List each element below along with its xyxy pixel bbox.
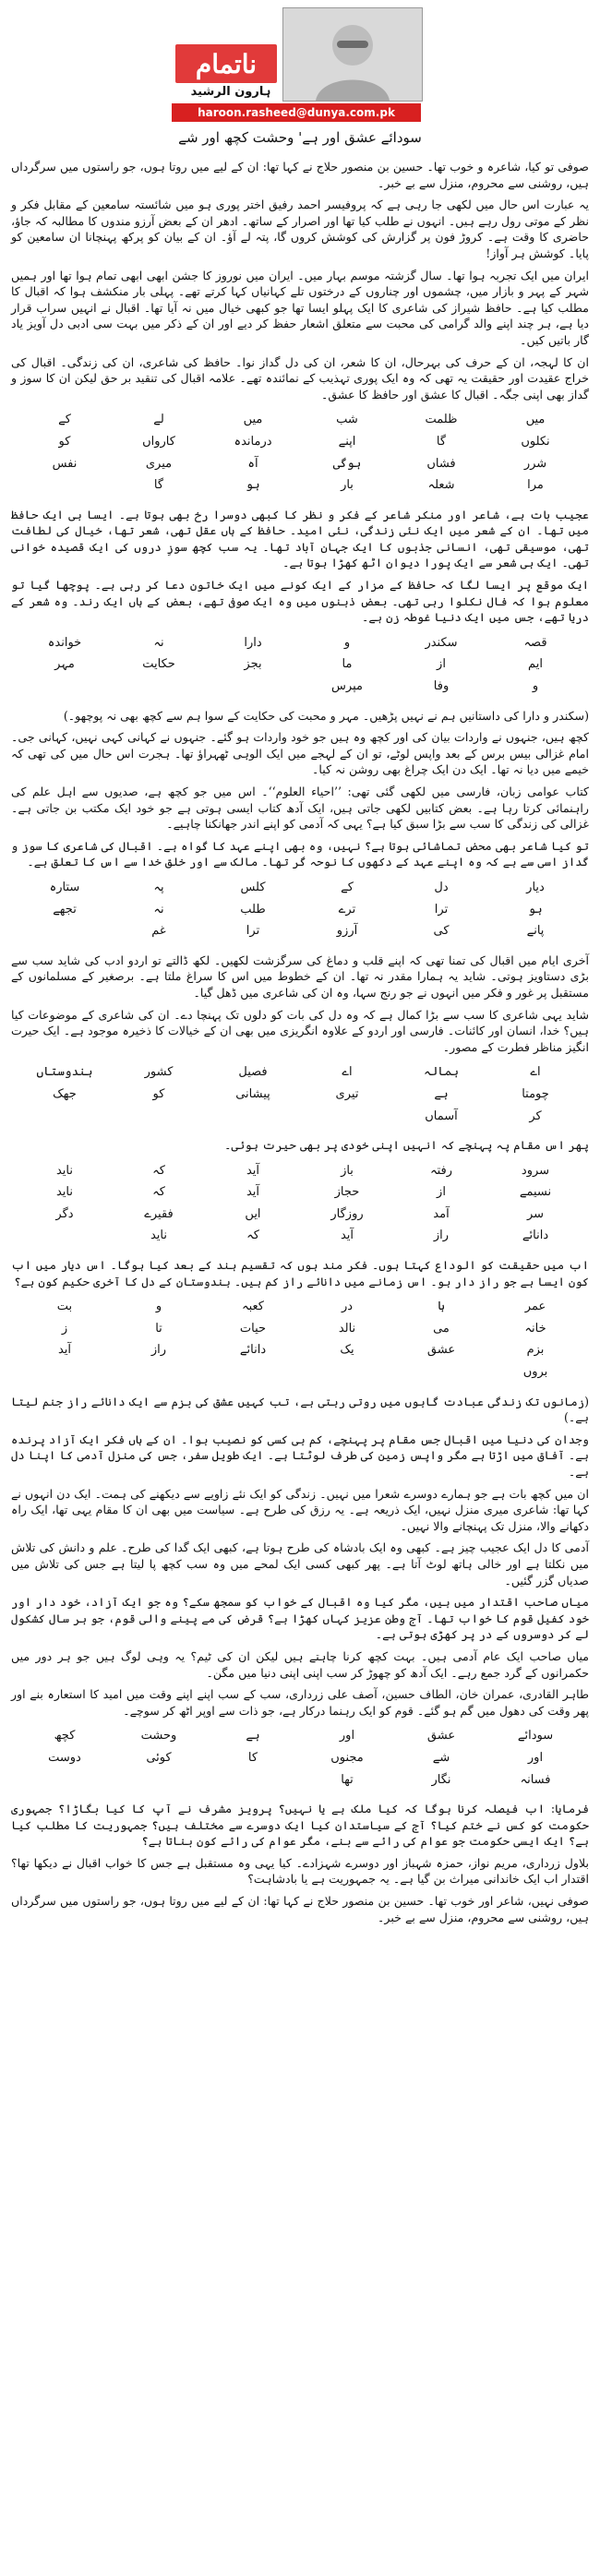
verse-word: ہے (434, 1086, 449, 1101)
verse-word: ہو (246, 478, 260, 493)
verse-block (20, 1728, 580, 1788)
verse-word: مرا (527, 478, 544, 493)
author-email[interactable]: haroon.rasheed@dunya.com.pk (172, 103, 421, 122)
paragraph: اب میں حقیقت کو الوداع کہتا ہوں۔ فکر مند ہوں کہ تقسیم ہند کے بعد کیا ہوگا۔ اس دیار میں اب کون ایسا ہے جو راز دار ہو۔ اس زمانے میں دانائے راز کم ہیں۔ ہندوستان کے دل کا آخری حکیم کون ہے؟ (11, 1258, 589, 1288)
verse-word: و (532, 679, 539, 694)
verse-block (20, 412, 580, 493)
verse-word: شرر (523, 456, 547, 471)
verse-word: تھا (341, 1772, 354, 1787)
paragraph: ایک موقع پر ایسا لگا کہ حافظ کے مزار کے ایک کونے میں ایک خاتون دعا کر رہی ہے۔ پوچھا گیا تو معلوم ہوا کہ فال نکلوا رہی تھی۔ بعض ذہنوں میں وہ ایک صوفی تھے، بعض کے ہاں ایک رند۔ وہ شعر کے دریا تھے، جس میں ایک دنیا غوطہ زن ہے۔ (11, 578, 589, 625)
verse-word: ہا (438, 1300, 445, 1314)
author-photo-icon (283, 8, 422, 101)
verse-block (20, 635, 580, 695)
verse-word: دارا (244, 635, 262, 650)
verse-word: کعبہ (241, 1300, 264, 1314)
paragraph: وجدان کی دنیا میں اقبال جس مقام پر پہنچے، کم ہی کسی کو نصیب ہوا۔ ان کے ہاں فکر ایک آزاد پرندہ ہے۔ آفاق میں اڑتا ہے مگر واپس زمین کی طرف لوٹتا ہے۔ ایک طویل سفر، جس کی منزل آدمی کا اپنا دل ہے۔ (11, 1432, 589, 1479)
verse-translation: (سکندر و دارا کی داستانیں ہم نے نہیں پڑھیں۔ مہر و محبت کی حکایت کے سوا ہم سے کچھ بھی نہ پوچھو۔) (63, 708, 589, 723)
verse-word: میری (145, 456, 173, 471)
verse-word: دانائے (522, 1228, 549, 1243)
verse-word: چومتا (522, 1086, 549, 1101)
verse-word: کو (58, 434, 71, 449)
verse-word: ہمالہ (423, 1065, 460, 1080)
verse-word: ترا (434, 902, 449, 917)
verse-word: حجاز (334, 1185, 360, 1200)
paragraph: کتاب عوامی زبان، فارسی میں لکھی گئی تھی: ’’احیاء العلوم‘‘۔ اس میں جو کچھ ہے، صدیوں سے اہل علم کی راہنمائی کرتا رہا ہے۔ بعض کتابیں لکھی جاتی ہیں، ایک آدھ کتاب ایسی ہوتی ہے جو خود ایک مکتب بن جاتی ہے۔ غزالی کی زندگی کا سب سے بڑا سبق کیا ہے؟ یہی کہ آدمی کو اپنے اندر جھانکنا چاہیے۔ (11, 785, 589, 832)
verse-word: ما (342, 657, 353, 672)
verse-word: نکلوں (521, 434, 550, 449)
verse-word: ناید (55, 1185, 74, 1200)
verse-word: شے (432, 1750, 450, 1765)
verse-word: عشق (426, 1729, 456, 1743)
paragraph: یہ عبارت اس حال میں لکھی جا رہی ہے کہ پروفیسر احمد رفیق اختر پوری ہو میں شائستہ سامعین کے مقابل فکر و نظر کے موتی رول رہے ہیں۔ انہوں نے طلب کیا تھا اور اصرار کے ساتھ۔ ادھر ان کے بعض آرزو مندوں کا مطالبہ کہ جاؤ، حاضری کا وقت ہے۔ کروڑ فون پر گزارش کی کوشش کروں گا، پتہ لے آؤ۔ ان کے بیان کو پرکھ پہنچانا ان سامعین کو پایا۔ کوشش ہر آواز! (11, 198, 589, 260)
verse-word: بزم (526, 1343, 545, 1358)
verse-word: حیات (239, 1321, 267, 1336)
verse-word: اور (339, 1729, 355, 1743)
verse-word: کے (341, 880, 354, 894)
verse-word: عشق (426, 1343, 456, 1358)
paragraph: شاید یہی شاعری کا سب سے بڑا کمال ہے کہ وہ دل کی بات کو دلوں تک پہنچا دے۔ ان کی شاعری کے موضوعات کیا ہیں؟ خدا، انسان اور کائنات۔ فارسی اور اردو کے علاوہ انگریزی میں بھی ان کے خیالات کا ذخیرہ موجود ہے۔ ایک حیرت انگیز مناظر فطرت کے مصور۔ (11, 1007, 589, 1054)
verse-word: نگار (431, 1772, 451, 1787)
verse-word: دگر (55, 1206, 74, 1221)
verse-word: پہ (153, 880, 164, 894)
verse-block (20, 1064, 580, 1124)
verse-word: کہ (152, 1163, 165, 1178)
verse-word: پانے (526, 924, 545, 939)
paragraph: بلاول زرداری، مریم نواز، حمزہ شہباز اور دوسرے شہزادے۔ کیا یہی وہ مستقبل ہے جس کا خواب اقبال نے دیکھا تھا؟ اقتدار اب ایک خاندانی میراث بن گیا ہے۔ یہ جمہوریت ہے یا بادشاہت؟ (11, 1855, 589, 1887)
verse-word: بروں (522, 1365, 548, 1380)
verse-word: اور (527, 1750, 544, 1765)
verse-word: یک (340, 1343, 354, 1358)
verse-word: بار (341, 478, 354, 493)
article-title: سودائے عشق اور ہے' وحشت کچھ اور شے (178, 129, 422, 146)
verse-translation: (زمانوں تک زندگی عبادت گاہوں میں روتی رہتی ہے، تب کہیں عشق کی بزم سے ایک دانائے راز جنم لیتا ہے۔) (11, 1394, 589, 1425)
verse-word: کچھ (54, 1729, 76, 1743)
paragraph: ایران میں ایک تجربہ ہوا تھا۔ سال گزشتہ موسم بہار میں۔ ایران میں نوروز کا جشن ابھی ابھی تمام ہوا تھا اور ہمیں شہر کے پہر و بازار میں، چشموں اور چناروں کے درختوں تلے کہانیاں کہا کرتے تھے۔ پہلی بار منکشف ہوا کہ اقبال کا مطلب کیا ہے۔ حافظ شیراز کی شاعری کا ایک پہلو ایسا تھا جو کبھی خیال میں نہ آیا تھا۔ اقبال نے انہیں سراب قرار دیا ہے، ہر چند اپنے والد گرامی کی محبت سے متعلق اشعار حفظ کر دیے اور ان کے ذکر میں بہت سی ادبی دل آویز یاد گار باتیں کیں۔ (11, 268, 589, 347)
verse-word: پیشانی (235, 1086, 270, 1101)
verse-word: کو (152, 1086, 165, 1101)
verse-word: ہندوستاں (36, 1065, 93, 1080)
verse-word: آسماں (425, 1108, 458, 1123)
verse-word: ز (61, 1321, 68, 1336)
verse-word: فقیرے (144, 1206, 174, 1221)
verse-word: مپرس (331, 679, 363, 694)
verse-word: کوئی (146, 1750, 172, 1765)
verse-word: فشاں (426, 456, 456, 471)
verse-word: ناید (55, 1163, 74, 1178)
paragraph: طاہر القادری، عمران خان، الطاف حسین، آصف علی زرداری، سب کے سب اپنے اپنے وقت میں امید کا استعارہ بنے اور پھر وقت کی دھول میں گم ہو گئے۔ قوم کو ایک رہنما درکار ہے، جو ذات سے اوپر اٹھ کر سوچے۔ (11, 1687, 589, 1718)
verse-word: کے (58, 413, 71, 427)
verse-word (209, 678, 297, 695)
paragraph: صوفی نہیں، شاعر اور خوب تھا۔ حسین بن منصور حلاج نے کہا تھا: ان کے لیے میں روتا ہوں، جو راستوں میں سرگرداں ہیں، روشنی سے محروم، منزل سے بے خبر۔ (11, 1894, 589, 1924)
verse-word: فسانہ (520, 1772, 551, 1787)
column-logo: ناتمام (175, 44, 277, 83)
verse-word: کلس (240, 880, 266, 894)
verse-word: آید (57, 1343, 72, 1358)
verse-word: ترے (338, 902, 356, 917)
verse-word (209, 1772, 297, 1789)
verse-word: دوست (48, 1750, 81, 1765)
paragraph: میاں صاحب ایک عام آدمی ہیں۔ بہت کچھ کرنا چاہتے ہیں لیکن ان کی ٹیم؟ یہ وہی لوگ ہیں جو ہر دور میں حکمرانوں کے گرد جمع رہے۔ ایک آدھ کو چھوڑ کر سب اپنی اپنی دنیا میں مگن۔ (11, 1648, 589, 1680)
verse-word (20, 477, 109, 494)
verse-word: غم (151, 924, 166, 939)
verse-word: سرود (521, 1163, 550, 1178)
verse-word: حکایت (142, 657, 175, 672)
verse-word: شعلہ (427, 478, 455, 493)
paragraph: تو کیا شاعر بھی محض تماشائی ہوتا ہے؟ نہیں، وہ بھی اپنے عہد کا گواہ ہے۔ اقبال کی شاعری کا سوز و گداز اسی سے ہے کہ وہ اپنے عہد کے دکھوں کا نوحہ گر تھا۔ مالک سے اور خلق خدا سے اس کا تعلق ہے۔ (11, 838, 589, 869)
verse-word: راز (433, 1228, 450, 1243)
verse-word: اے (342, 1065, 353, 1080)
verse-word: کشور (144, 1065, 174, 1080)
verse-word: آید (246, 1185, 260, 1200)
verse-word: تیری (335, 1086, 359, 1101)
verse-word: ایں (245, 1206, 261, 1221)
verse-word: از (437, 1185, 446, 1200)
verse-word: تجھے (53, 902, 77, 917)
verse-word: سر (526, 1206, 545, 1221)
verse-word: کہ (246, 1228, 259, 1243)
paragraph: آدمی کا دل ایک عجیب چیز ہے۔ کبھی وہ ایک بادشاہ کی طرح ہوتا ہے، کبھی ایک گدا کی طرح۔ علم و دانش کی تلاش میں نکلتا ہے اور خالی ہاتھ لوٹ آتا ہے۔ پھر کبھی کسی ایک لمحے میں وہ سب کچھ پا لیتا ہے جس کی تلاش میں صدیاں گزر گئیں۔ (11, 1540, 589, 1588)
verse-word: میں (243, 413, 263, 427)
verse-word: خانہ (524, 1321, 546, 1336)
verse-word: عمر (524, 1300, 546, 1314)
verse-word: کارواں (142, 434, 175, 449)
paragraph: عجیب بات ہے، شاعر اور منکر شاعر کے فکر و نظر کا کبھی دوسرا رخ بھی ہوتا ہے۔ ایسا ہی ایک حافظ میں تھا۔ ان کے شعر میں ایک نئی زندگی، نئی امید۔ حافظ کے ہاں عقل تھی، شعر تھا، خیال کی لطافت تھی، موسیقی تھی، انسانی جذبوں کا ایک جہان آباد تھا۔ یہ سب کچھ سوزِ دروں کی ایک قصیدہ خوانی تھی۔ ایک ہی شعر سے ایک پورا دیوان اٹھ کھڑا ہوتا ہے۔ (11, 507, 589, 570)
verse-word: گا (153, 478, 164, 493)
verse-word: اپنے (338, 434, 356, 449)
verse-word: ستارہ (49, 880, 80, 894)
verse-word: ترا (246, 924, 260, 939)
paragraph: ان میں کچھ بات ہے جو ہمارے دوسرے شعرا میں نہیں۔ زندگی کو ایک نئے زاویے سے دیکھنے کی ہمت۔ ایک دن انہوں نے کہا تھا: شاعری میری منزل نہیں، ایک ذریعہ ہے۔ یہ رزق کی طرح ہے۔ سیاست میں بھی ان کا مقام یہی تھا، ایک راہ دکھانے والا، منزل تک پہنچانے والا نہیں۔ (11, 1486, 589, 1533)
verse-word: وحشت (140, 1729, 177, 1743)
verse-word: فصیل (238, 1065, 268, 1080)
verse-translation: پھر اس مقام پہ پہنچے کہ انہیں اپنی خودی پر بھی حیرت ہوئی۔ (224, 1138, 589, 1153)
author-photo (282, 7, 423, 102)
verse-word: سودائے (517, 1729, 554, 1743)
verse-block (20, 1163, 580, 1244)
verse-word: نالد (338, 1321, 356, 1336)
verse-word: وفا (433, 679, 450, 694)
verse-word: آید (340, 1228, 354, 1243)
verse-word: نہ (153, 902, 164, 917)
verse-word: روزگار (330, 1206, 364, 1221)
verse-word: گا (436, 434, 447, 449)
paragraph: ان کا لہجہ، ان کے حرف کی بہرحال، ان کا شعر، ان کی دل گداز نوا۔ حافظ کی شاعری، ان کی زندگی۔ اقبال کی خراج عقیدت اور حقیقت یہ تھی کہ وہ ایک پوری تہذیب کے نمائندہ تھے۔ علامہ اقبال کی تنقید بر حق لیکن ان کا سوز و گداز بھی اپنی جگہ۔ اقبال کا عشق اور حافظ کا عشق۔ (11, 354, 589, 401)
verse-word: و (155, 1300, 162, 1314)
verse-word (397, 1364, 486, 1381)
verse-word: اے (530, 1065, 541, 1080)
verse-word: راز (150, 1343, 167, 1358)
verse-word: تا (155, 1321, 162, 1336)
verse-word: سکندر (425, 635, 458, 650)
verse-word: آمد (433, 1206, 450, 1221)
verse-word: لے (153, 413, 164, 427)
verse-word: ایم (528, 657, 543, 672)
verse-word: طلب (240, 902, 266, 917)
verse-word: بجز (244, 657, 262, 672)
verse-word: می (433, 1321, 450, 1336)
verse-word: جھک (53, 1086, 77, 1101)
verse-word: ظلمت (425, 413, 458, 427)
verse-word: شب (336, 413, 358, 427)
verse-word: مجنوں (330, 1750, 364, 1765)
verse-word: دانائے (239, 1343, 267, 1358)
verse-word: دیار (526, 880, 545, 894)
verse-block (20, 880, 580, 940)
verse-word: میں (525, 413, 546, 427)
verse-word: کر (529, 1108, 542, 1123)
author-name: ہارون الرشید (190, 85, 271, 99)
paragraph: آخری ایام میں اقبال کی تمنا تھی کہ اپنے قلب و دماغ کی سرگزشت لکھیں۔ لکھ ڈالتے تو اردو ادب کی شاید سب سے بڑی دستاویز ہوتی۔ شاید یہ ہمارا مقدر نہ تھا۔ ان کے خطوط میں اس کا سراغ ملتا ہے۔ برصغیر کے مسلمانوں کے مستقبل پر غور و فکر میں انہوں نے جو رنج سہا، وہ ان کی شاعری میں ڈھل گیا۔ (11, 953, 589, 1000)
verse-word: ہے (246, 1729, 260, 1743)
verse-word: خواندہ (47, 635, 82, 650)
verse-word: ہوگی (332, 456, 362, 471)
verse-word: ہو (528, 902, 543, 917)
column-header (0, 0, 600, 148)
verse-word: کہ (152, 1185, 165, 1200)
article-body (11, 159, 589, 1931)
paragraph: فرمایا: اب فیصلہ کرنا ہوگا کہ کیا ملک ہے یا نہیں؟ پرویز مشرف نے آپ کا کیا بگاڑا؟ جمہوری حکومت کو کس نے ختم کیا؟ آج کے سیاستدان کیا ایک دوسرے سے مختلف ہیں؟ جمہوریت کا مطلب کیا ہے؟ ایک ایسی حکومت جو عوام کی رائے سے بنے، مگر عوام کی رائے کون بناتا ہے؟ (11, 1802, 589, 1849)
verse-word: آہ (247, 456, 258, 471)
verse-word: کا (247, 1750, 258, 1765)
verse-word: از (437, 657, 446, 672)
verse-word (20, 923, 109, 940)
verse-word: نفس (52, 456, 78, 471)
paragraph: میاں صاحب اقتدار میں ہیں، مگر کیا وہ اقبال کے خواب کو سمجھ سکے؟ وہ جو ایک آزاد، خود دار اور خود کفیل قوم کا خواب تھا۔ آج وطن عزیز کہاں کھڑا ہے؟ قرض کی مے پینے والی قوم، جو ہر سال کشکول لے کر دوسروں کے در پر کھڑی ہوتی ہے۔ (11, 1595, 589, 1642)
verse-word: ناید (150, 1228, 168, 1243)
verse-word: رفتہ (429, 1163, 453, 1178)
verse-word: آرزو (336, 924, 358, 939)
paragraph: صوفی تو کیا، شاعرہ و خوب تھا۔ حسین بن منصور حلاج نے کہا تھا: ان کے لیے میں روتا ہوں، جو راستوں میں سرگرداں ہیں، روشنی سے محروم، منزل سے بے خبر۔ (11, 160, 589, 190)
verse-word: قصہ (523, 635, 547, 650)
verse-word: آید (246, 1163, 260, 1178)
verse-word: باز (341, 1163, 354, 1178)
verse-block (20, 1299, 580, 1380)
verse-word: و (343, 635, 351, 650)
verse-word: بت (56, 1300, 73, 1314)
paragraph: کچھ ہیں، جنہوں نے واردات بیان کی اور کچھ وہ ہیں جو خود واردات ہو گئے۔ جنہوں نے کہانی کہی نہیں، کہانی جی۔ امام غزالی بیس برس کے بعد واپس لوٹے، تو ان کے لہجے میں ایک الوہی ٹھہراؤ تھا۔ ہجرت اس حال میں کی تھی کہ خیمے میں دیا نہ تھا۔ ایک دن ایک چراغ بھی روشن نہ کیا۔ (11, 730, 589, 777)
verse-word: نسیمے (519, 1185, 552, 1200)
verse-word: مہر (54, 657, 75, 672)
verse-word: درماندہ (234, 434, 272, 449)
verse-word: کی (433, 924, 450, 939)
verse-word: نہ (153, 635, 164, 650)
verse-word: دل (434, 880, 449, 894)
verse-word: در (341, 1300, 354, 1314)
